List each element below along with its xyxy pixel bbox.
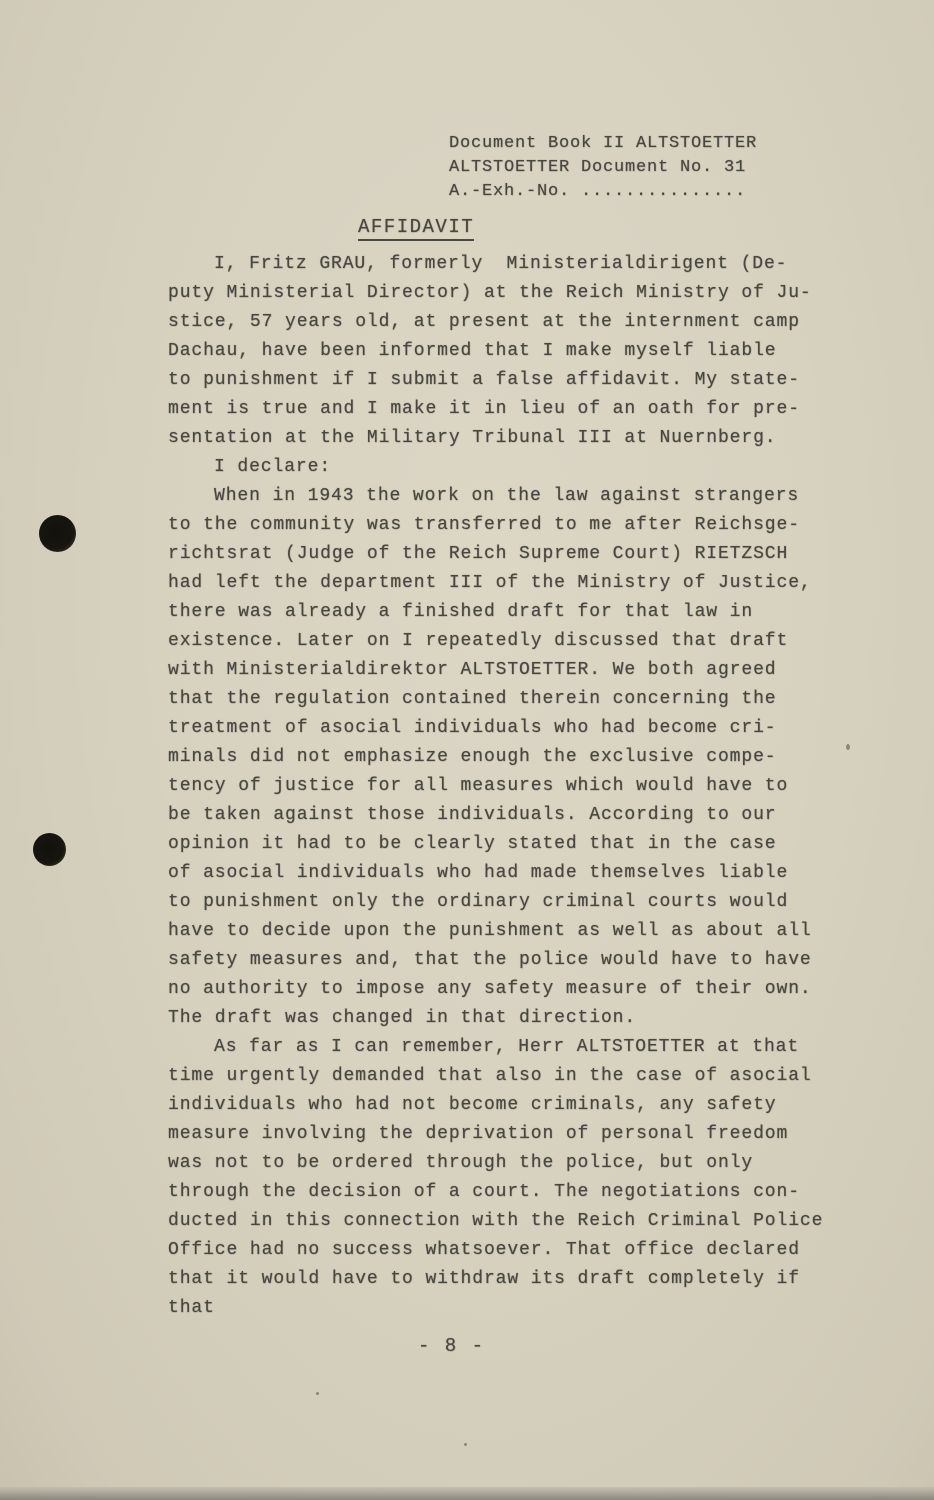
document-line: individuals who had not become criminals, any safety <box>168 1095 777 1115</box>
scan-speck <box>316 1392 319 1395</box>
document-line: was not to be ordered through the police, but only <box>168 1153 754 1173</box>
document-line: The draft was changed in that direction. <box>168 1008 637 1028</box>
document-line: that the regulation contained therein concerning the <box>168 689 777 709</box>
document-line: measure involving the deprivation of personal freedom <box>168 1124 789 1144</box>
header-document-number: ALTSTOETTER Document No. 31 <box>449 158 747 177</box>
document-line: ment is true and I make it in lieu of an oath for pre- <box>168 399 800 419</box>
paragraph <box>168 1033 846 1323</box>
document-line: Dachau, have been informed that I make myself liable <box>168 341 777 361</box>
document-line: I declare: <box>214 457 332 477</box>
document-line: with Ministerialdirektor ALTSTOETTER. We both agreed <box>168 660 777 680</box>
document-title: AFFIDAVIT <box>358 216 474 241</box>
document-line: through the decision of a court. The negotiations con- <box>168 1182 800 1202</box>
scan-speck <box>846 744 850 750</box>
document-line: I, Fritz GRAU, formerly Ministerialdirigent (De- <box>214 254 788 274</box>
hole-punch-bottom <box>33 833 66 866</box>
document-line: When in 1943 the work on the law against strangers <box>214 486 800 506</box>
document-body <box>168 250 846 1323</box>
scan-speck <box>464 1443 467 1446</box>
document-line: no authority to impose any safety measure of their own. <box>168 979 812 999</box>
document-line: to punishment only the ordinary criminal courts would <box>168 892 789 912</box>
document-line: tency of justice for all measures which would have to <box>168 776 789 796</box>
document-line: had left the department III of the Ministry of Justice, <box>168 573 812 593</box>
document-line: to the community was transferred to me after Reichsge- <box>168 515 800 535</box>
document-line: Office had no success whatsoever. That office declared <box>168 1240 800 1260</box>
document-line: As far as I can remember, Herr ALTSTOETTER at that <box>214 1037 800 1057</box>
page-number: - 8 - <box>418 1335 486 1357</box>
document-line: there was already a finished draft for that law in <box>168 602 754 622</box>
document-line: minals did not emphasize enough the exclusive compe- <box>168 747 777 767</box>
document-line: puty Ministerial Director) at the Reich Ministry of Ju- <box>168 283 812 303</box>
document-line: sentation at the Military Tribunal III at Nuernberg. <box>168 428 777 448</box>
header-exhibit-number: A.-Exh.-No. ............... <box>449 182 747 201</box>
scan-edge <box>0 1487 934 1500</box>
document-line: safety measures and, that the police would have to have <box>168 950 812 970</box>
document-line: to punishment if I submit a false affidavit. My state- <box>168 370 800 390</box>
document-line: existence. Later on I repeatedly discussed that draft <box>168 631 789 651</box>
document-line: treatment of asocial individuals who had become cri- <box>168 718 777 738</box>
hole-punch-top <box>39 515 76 552</box>
document-line: of asocial individuals who had made themselves liable <box>168 863 789 883</box>
document-line: that it would have to withdraw its draft completely if <box>168 1269 800 1289</box>
document-line: stice, 57 years old, at present at the internment camp <box>168 312 800 332</box>
document-line: richtsrat (Judge of the Reich Supreme Court) RIETZSCH <box>168 544 789 564</box>
paragraph <box>168 482 846 1033</box>
document-line: time urgently demanded that also in the case of asocial <box>168 1066 812 1086</box>
title-block <box>358 216 474 238</box>
document-line: opinion it had to be clearly stated that in the case <box>168 834 777 854</box>
document-line: have to decide upon the punishment as well as about all <box>168 921 812 941</box>
document-line: ducted in this connection with the Reich Criminal Police <box>168 1211 824 1231</box>
paragraph <box>168 250 846 453</box>
document-header <box>449 132 757 204</box>
document-line: be taken against those individuals. According to our <box>168 805 777 825</box>
paragraph <box>168 453 846 482</box>
document-line: that <box>168 1298 215 1318</box>
header-document-book: Document Book II ALTSTOETTER <box>449 134 758 153</box>
